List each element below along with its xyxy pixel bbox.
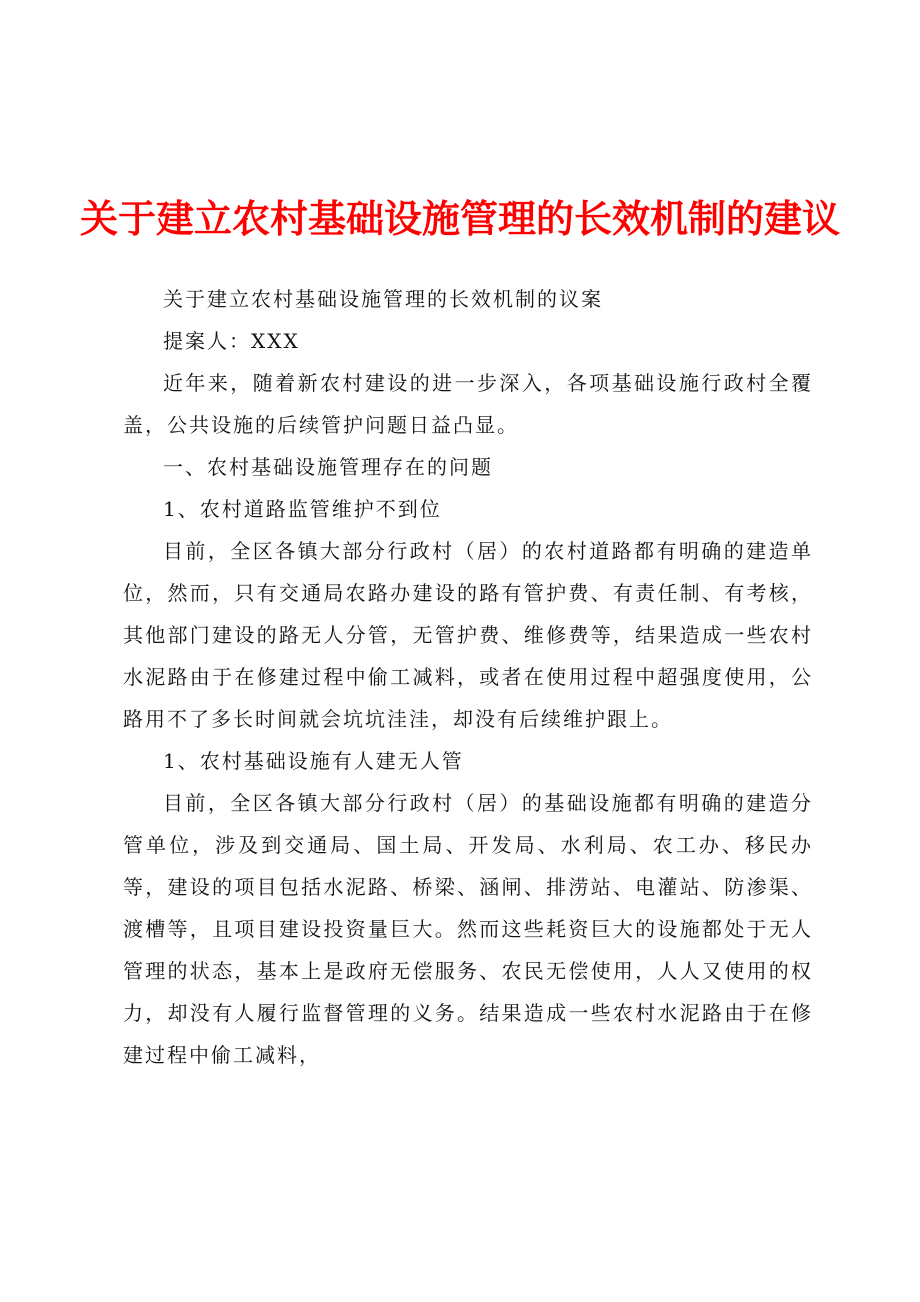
section-heading-problems: 一、农村基础设施管理存在的问题 (163, 455, 493, 479)
intro-paragraph: 近年来，随着新农村建设的进一步深入，各项基础设施行政村全覆盖，公共设施的后续管护问题日益凸显。 (123, 371, 813, 437)
infrastructure-management-paragraph: 目前，全区各镇大部分行政村（居）的基础设施都有明确的建造分管单位，涉及到交通局、国土局、开发局、水利局、农工办、移民办等，建设的项目包括水泥路、桥梁、涵闸、排涝站、电灌站、防渗渠、渡槽等，且项目建设投资量巨大。然而这些耗资巨大的设施都处于无人管理的状态，基本上是政府无偿服务、农民无偿使用，人人又使用的权力，却没有人履行监督管理的义务。结果造成一些农村水泥路由于在修建过程中偷工减料， (123, 791, 813, 1067)
road-maintenance-paragraph: 目前，全区各镇大部分行政村（居）的农村道路都有明确的建造单位，然而，只有交通局农路办建设的路有管护费、有责任制、有考核，其他部门建设的路无人分管，无管护费、维修费等，结果造成一些农村水泥路由于在修建过程中偷工减料，或者在使用过程中超强度使用，公路用不了多长时间就会坑坑洼洼，却没有后续维护跟上。 (123, 539, 813, 731)
subheading-infrastructure-management: 1、农村基础设施有人建无人管 (163, 749, 464, 773)
motion-subtitle: 关于建立农村基础设施管理的长效机制的议案 (163, 287, 603, 311)
document-body (123, 278, 813, 1076)
document-title: 关于建立农村基础设施管理的长效机制的建议 (79, 196, 840, 241)
proposer-line: 提案人：XXX (163, 329, 300, 353)
subheading-road-maintenance: 1、农村道路监管维护不到位 (163, 497, 442, 521)
